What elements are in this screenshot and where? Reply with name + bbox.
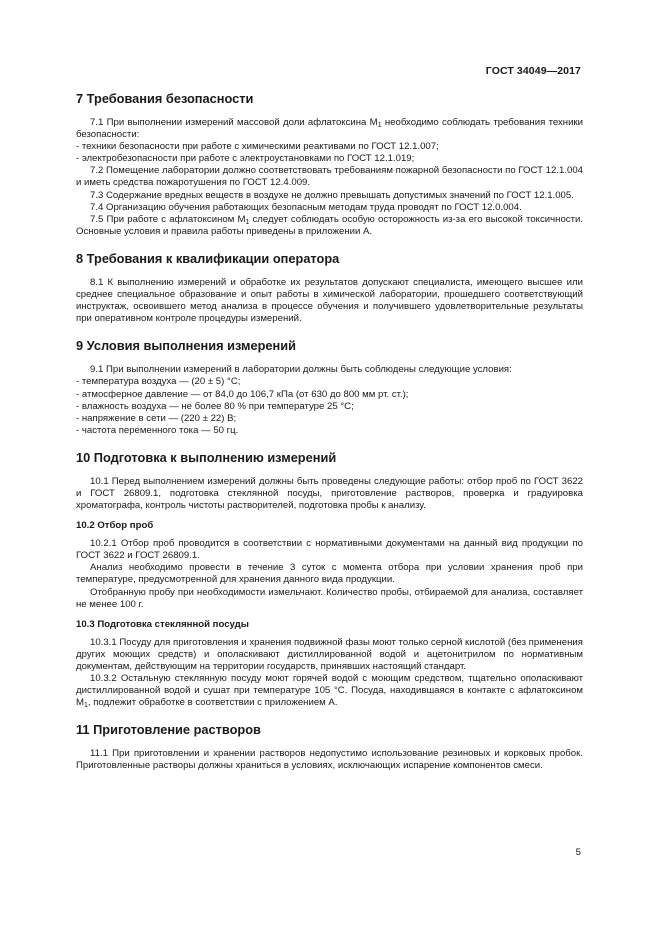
list-item: - атмосферное давление — от 84,0 до 106,7 кПа (от 630 до 800 мм рт. ст.); [76,388,409,400]
section-9-title: 9 Условия выполнения измерений [76,338,296,354]
p10-3-2-text-a: 10.3.2 Остальную стеклянную посуду моют горячей водой с моющим средством, тщательно ополаскивают дистиллированной водой и сушат при температуре 105 °С. Посуда, находившаяся в контакте с афлатоксином М [76,673,583,709]
paragraph-10-2-1: 10.2.1 Отбор проб проводится в соответствии с нормативными документами на данный вид продукции по ГОСТ 3622 и ГОСТ 26809.1. [76,538,583,562]
list-item: - электробезопасности при работе с электроустановками по ГОСТ 12.1.019; [76,153,415,165]
paragraph-9-1: 9.1 При выполнении измерений в лаборатории должны быть соблюдены следующие условия: [90,364,512,376]
paragraph-7-3: 7.3 Содержание вредных веществ в воздухе не должно превышать допустимых значений по ГОСТ 12.1.005. [90,189,574,201]
list-item: - техники безопасности при работе с химическими реактивами по ГОСТ 12.1.007; [76,141,439,153]
paragraph-10-2-2: Анализ необходимо провести в течение 3 суток с момента отбора при условии хранения проб при температуре, предусмотренной для хранения данного вида продукции. [76,562,583,586]
p7-5-subscript: 1 [245,218,250,226]
paragraph-10-1: 10.1 Перед выполнением измерений должны быть проведены следующие работы: отбор проб по ГОСТ 3622 и ГОСТ 26809.1, подготовка стеклянной посуды, приготовление растворов, проверка и градуировка хроматографа, контроль чистоты растворителей, подготовка пробы к анализу. [76,475,583,512]
p7-1-text-b: необходимо соблюдать требования техники безопасности: [76,117,583,141]
list-item: - напряжение в сети — (220 ± 22) В; [76,412,237,424]
page-number: 5 [575,847,581,858]
p7-1-text-a: 7.1 При выполнении измерений массовой доли афлатоксина М [90,117,378,128]
list-item: - температура воздуха — (20 ± 5) °С; [76,376,241,388]
list-item: - влажность воздуха — не более 80 % при температуре 25 °С; [76,400,354,412]
paragraph-10-2-3: Отобранную пробу при необходимости измельчают. Количество пробы, отбираемой для анализа, составляет не менее 100 г. [76,586,583,610]
section-10 [76,450,583,709]
p7-5-text-b: следует соблюдать особую осторожность из-за его высокой токсичности. Основные условия и правила работы приведены в приложении А. [76,213,583,237]
standard-header: ГОСТ 34049—2017 [485,65,581,77]
section-10-title: 10 Подготовка к выполнению измерений [76,449,337,465]
paragraph-7-2: 7.2 Помещение лаборатории должно соответствовать требованиям пожарной безопасности по ГОСТ 12.1.004 и иметь средства пожаротушения по ГОСТ 12.4.009. [76,165,583,189]
paragraph-11-1: 11.1 При приготовлении и хранении растворов недопустимо использование резиновых и корковых пробок. Приготовленные растворы должны храниться в условиях, исключающих испарение компонентов смеси. [76,748,583,772]
paragraph-8-1: 8.1 К выполнению измерений и обработке их результатов допускают специалиста, имеющего высшее или среднее специальное образование и опыт работы в химической лаборатории, прошедшего соответствующий инструктаж, освоившего метод анализа в процессе обучения и получившего удовлетворительные результаты при оперативном контроле процедуры измерений. [76,276,583,325]
p10-3-2-text-b: , подлежит обработке в соответствии с приложением А. [87,697,338,709]
list-item: - частота переменного тока — 50 гц. [76,424,239,436]
section-7 [76,91,583,238]
section-9 [76,338,583,437]
section-8-title: 8 Требования к квалификации оператора [76,250,340,266]
paragraph-7-5 [76,214,583,238]
section-8 [76,251,583,325]
paragraph-10-3-1: 10.3.1 Посуду для приготовления и хранения подвижной фазы моют только серной кислотой (без применения других моющих средств) и ополаскивают дистиллированной водой и ацетонитрилом по нормативным документам, действующим на территории государств, принявших настоящий стандарт. [76,636,583,672]
paragraph-7-1 [76,117,583,141]
p10-3-2-subscript: 1 [84,702,88,710]
section-7-title: 7 Требования безопасности [76,91,254,106]
paragraph-7-4: 7.4 Организацию обучения работающих безопасным методам труда проводят по ГОСТ 12.0.004. [90,201,522,213]
section-11 [76,722,583,772]
section-11-title: 11 Приготовление растворов [76,722,261,738]
p7-5-text-a: 7.5 При работе с афлатоксином М [90,213,246,225]
document-body [76,91,583,785]
paragraph-10-3-2 [76,673,583,709]
p7-1-subscript: 1 [377,122,382,129]
subsection-10-3-title: 10.3 Подготовка стеклянной посуды [76,618,249,630]
subsection-10-2-title: 10.2 Отбор проб [76,520,154,532]
